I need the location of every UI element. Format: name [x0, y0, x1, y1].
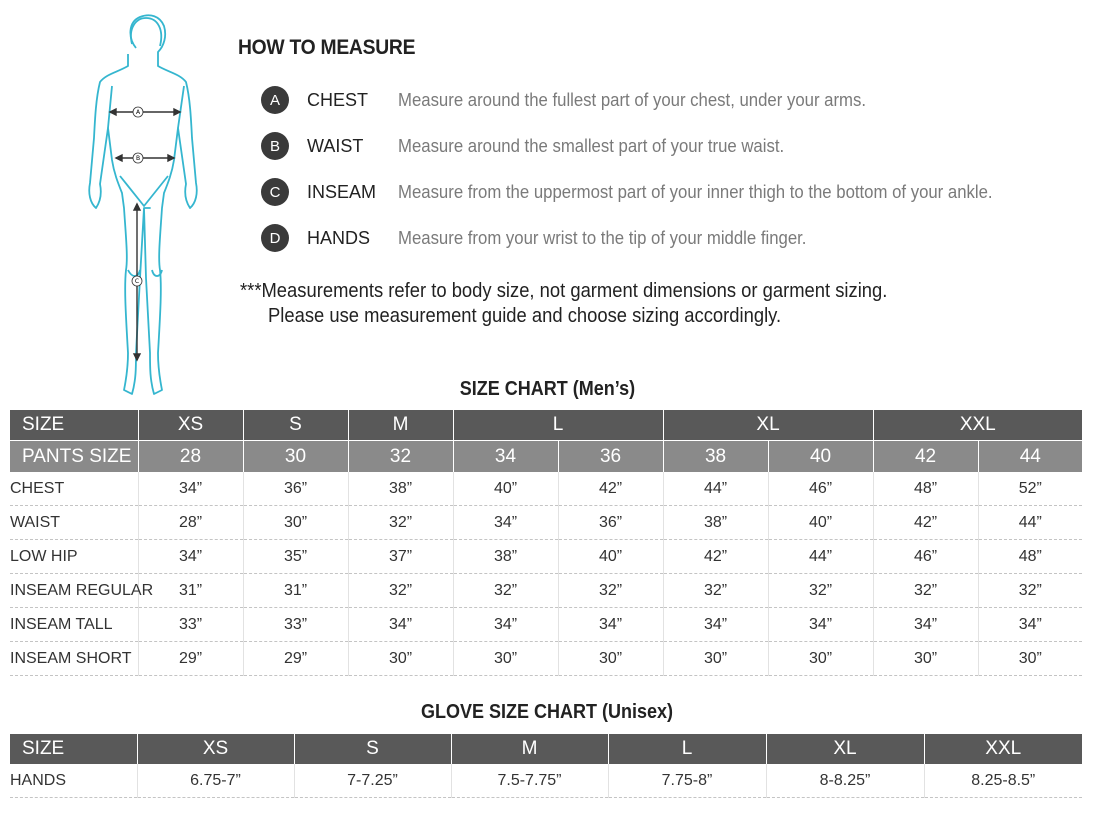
table-cell: 37”	[348, 540, 453, 574]
table-cell: 40”	[768, 506, 873, 540]
table-cell: 33”	[138, 608, 243, 642]
body-measure-figure	[88, 8, 208, 400]
table-cell: 44”	[768, 540, 873, 574]
table-cell: 28”	[138, 506, 243, 540]
table-cell: 30”	[663, 642, 768, 676]
table-cell: 36”	[558, 506, 663, 540]
table-cell: 34”	[348, 608, 453, 642]
table-cell: 34”	[138, 472, 243, 506]
table-cell: 34”	[978, 608, 1082, 642]
table-cell: 30”	[873, 642, 978, 676]
body-outline-illustration	[88, 8, 208, 400]
table-cell: 36”	[243, 472, 348, 506]
table-cell: 40”	[453, 472, 558, 506]
pants-size-cell: 36	[558, 441, 663, 473]
pants-size-cell: 44	[978, 441, 1082, 473]
glove-chart-table	[10, 734, 1082, 798]
measure-name: INSEAM	[307, 181, 377, 202]
table-cell: 38”	[453, 540, 558, 574]
table-row	[10, 574, 1082, 608]
figure-label-a: A	[135, 109, 141, 116]
glove-chart-body	[10, 764, 1082, 798]
size-xxl: XXL	[873, 410, 1082, 441]
table-cell: 31”	[138, 574, 243, 608]
pants-size-cell: 34	[453, 441, 558, 473]
pants-size-row	[10, 441, 1082, 473]
measure-item-waist	[261, 132, 785, 160]
table-cell: 30”	[243, 506, 348, 540]
size-m: M	[348, 410, 453, 441]
table-cell: 46”	[768, 472, 873, 506]
table-cell: 32”	[558, 574, 663, 608]
table-cell: 30”	[768, 642, 873, 676]
measurement-note-line2: Please use measurement guide and choose sizing accordingly.	[268, 305, 782, 327]
table-cell: 34”	[453, 608, 558, 642]
size-header-row	[10, 410, 1082, 441]
glove-size-l: L	[608, 734, 766, 764]
glove-size-m: M	[451, 734, 608, 764]
measure-name: WAIST	[307, 135, 364, 156]
measure-letter-badge: B	[261, 132, 289, 160]
table-row	[10, 608, 1082, 642]
glove-chart-title: GLOVE SIZE CHART (Unisex)	[420, 701, 674, 723]
table-cell: 29”	[243, 642, 348, 676]
pants-size-cell: 32	[348, 441, 453, 473]
measure-letter-badge: A	[261, 86, 289, 114]
table-cell: 35”	[243, 540, 348, 574]
pants-size-cell: 30	[243, 441, 348, 473]
table-cell: 34”	[768, 608, 873, 642]
pants-size-label: PANTS SIZE	[10, 441, 138, 473]
table-cell: 40”	[558, 540, 663, 574]
table-cell: 32”	[663, 574, 768, 608]
table-cell: 7.5-7.75”	[451, 764, 608, 798]
table-cell: 7-7.25”	[294, 764, 451, 798]
table-cell: 34”	[453, 506, 558, 540]
table-cell: 42”	[663, 540, 768, 574]
size-chart-title: SIZE CHART (Men’s)	[459, 378, 635, 400]
measure-description: Measure around the fullest part of your chest, under your arms.	[398, 89, 867, 110]
table-cell: 32”	[453, 574, 558, 608]
table-cell: 6.75-7”	[137, 764, 294, 798]
glove-size-header-row	[10, 734, 1082, 764]
table-row	[10, 764, 1082, 798]
table-cell: 32”	[978, 574, 1082, 608]
table-cell: 30”	[348, 642, 453, 676]
table-cell: 30”	[558, 642, 663, 676]
table-cell: 30”	[978, 642, 1082, 676]
table-cell: 34”	[138, 540, 243, 574]
table-cell: 30”	[453, 642, 558, 676]
measure-item-inseam	[261, 178, 993, 206]
glove-size-label: SIZE	[10, 734, 137, 764]
table-row	[10, 540, 1082, 574]
table-row	[10, 472, 1082, 506]
measurement-note-line1: ***Measurements refer to body size, not garment dimensions or garment sizing.	[240, 280, 888, 302]
measure-item-hands	[261, 224, 807, 252]
table-cell: 32”	[873, 574, 978, 608]
row-label: CHEST	[10, 472, 138, 506]
table-cell: 38”	[663, 506, 768, 540]
row-label: INSEAM SHORT	[10, 642, 138, 676]
row-label: LOW HIP	[10, 540, 138, 574]
measure-name: CHEST	[307, 89, 369, 110]
table-cell: 31”	[243, 574, 348, 608]
size-s: S	[243, 410, 348, 441]
measure-letter-badge: C	[261, 178, 289, 206]
row-label: INSEAM REGULAR	[10, 574, 138, 608]
table-cell: 46”	[873, 540, 978, 574]
size-l: L	[453, 410, 663, 441]
table-cell: 34”	[663, 608, 768, 642]
table-cell: 48”	[978, 540, 1082, 574]
table-cell: 42”	[873, 506, 978, 540]
glove-size-s: S	[294, 734, 451, 764]
table-cell: 52”	[978, 472, 1082, 506]
figure-label-b: B	[135, 155, 141, 162]
table-cell: 38”	[348, 472, 453, 506]
pants-size-cell: 28	[138, 441, 243, 473]
table-cell: 29”	[138, 642, 243, 676]
table-cell: 32”	[768, 574, 873, 608]
glove-size-xl: XL	[766, 734, 924, 764]
glove-size-xxl: XXL	[924, 734, 1082, 764]
table-row	[10, 642, 1082, 676]
table-cell: 32”	[348, 574, 453, 608]
measure-description: Measure from the uppermost part of your inner thigh to the bottom of your ankle.	[398, 181, 993, 202]
table-cell: 32”	[348, 506, 453, 540]
pants-size-cell: 40	[768, 441, 873, 473]
table-cell: 8.25-8.5”	[924, 764, 1082, 798]
table-cell: 7.75-8”	[608, 764, 766, 798]
table-cell: 44”	[978, 506, 1082, 540]
row-label: WAIST	[10, 506, 138, 540]
glove-size-xs: XS	[137, 734, 294, 764]
size-xs: XS	[138, 410, 243, 441]
figure-label-c: C	[134, 278, 140, 285]
table-cell: 8-8.25”	[766, 764, 924, 798]
measure-item-chest	[261, 86, 867, 114]
table-cell: 44”	[663, 472, 768, 506]
size-xl: XL	[663, 410, 873, 441]
table-cell: 33”	[243, 608, 348, 642]
table-cell: 48”	[873, 472, 978, 506]
measure-description: Measure around the smallest part of your true waist.	[398, 135, 785, 156]
pants-size-cell: 38	[663, 441, 768, 473]
measure-description: Measure from your wrist to the tip of your middle finger.	[398, 227, 807, 248]
measure-name: HANDS	[307, 227, 371, 248]
table-cell: 34”	[873, 608, 978, 642]
table-row	[10, 506, 1082, 540]
size-chart-table	[10, 410, 1082, 676]
how-to-measure-title: HOW TO MEASURE	[238, 36, 416, 59]
row-label: INSEAM TALL	[10, 608, 138, 642]
row-label: HANDS	[10, 764, 137, 798]
size-chart-body	[10, 472, 1082, 676]
size-label: SIZE	[10, 410, 138, 441]
pants-size-cell: 42	[873, 441, 978, 473]
table-cell: 42”	[558, 472, 663, 506]
measure-letter-badge: D	[261, 224, 289, 252]
table-cell: 34”	[558, 608, 663, 642]
